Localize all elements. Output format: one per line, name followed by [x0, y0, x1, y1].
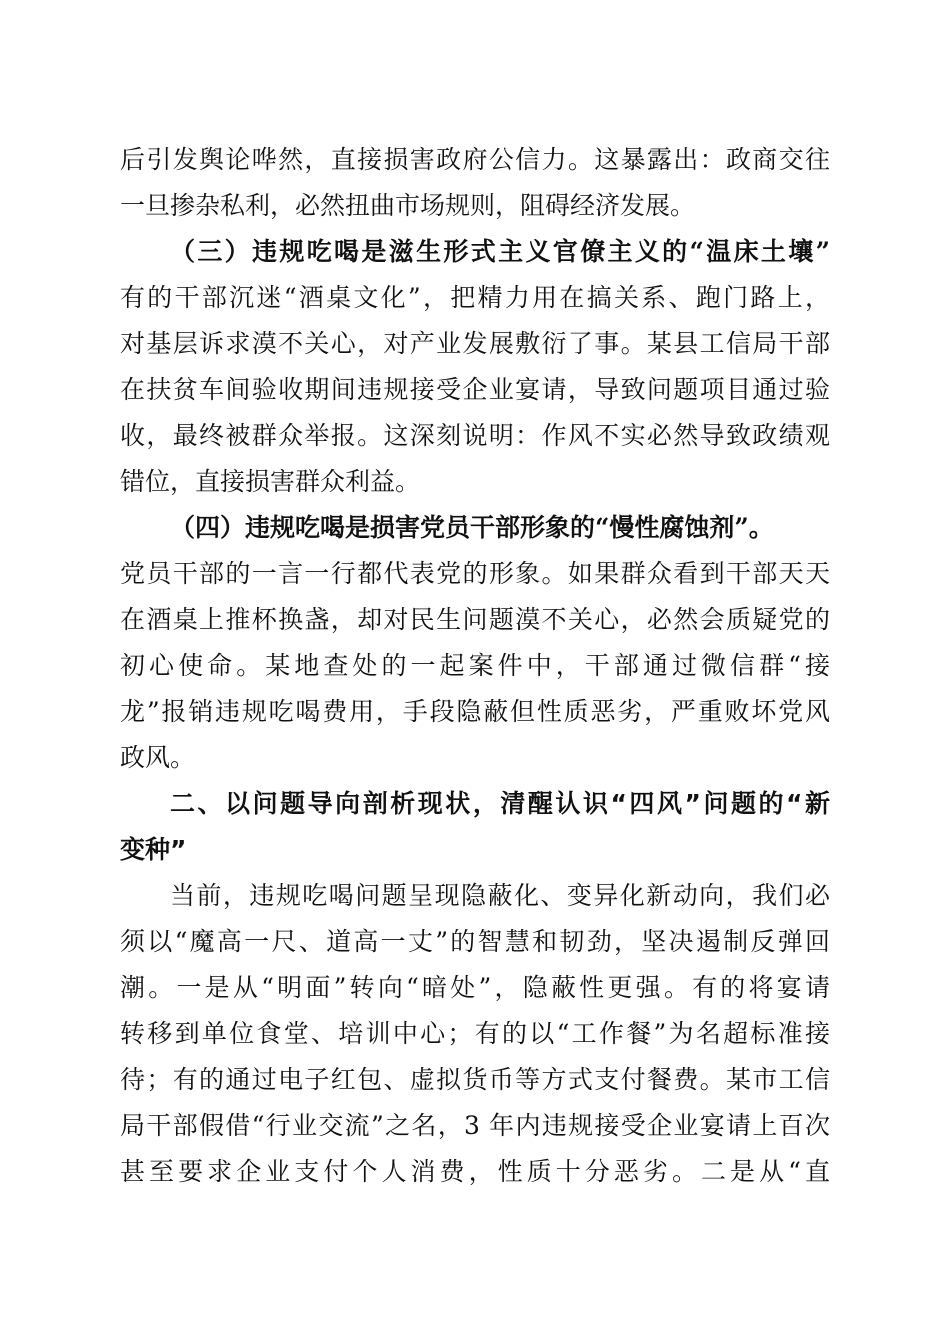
paragraph-line: 政风。	[120, 743, 196, 772]
paragraph-line: 收，最终被群众举报。这深刻说明：作风不实必然导致政绩观	[120, 421, 830, 450]
paragraph-line: 错位，直接损害群众利益。	[120, 467, 421, 496]
paragraph-line: 党员干部的一言一行都代表党的形象。如果群众看到干部天天	[120, 559, 830, 588]
section-heading-2: 二、以问题导向剖析现状，清醒认识“四风”问题的“新	[170, 789, 830, 818]
section-heading-2-continued: 变种”	[120, 835, 187, 864]
paragraph-line: 须以“魔高一尺、道高一丈”的智慧和韧劲，坚决遏制反弹回	[120, 927, 830, 956]
subsection-heading-4: （四）违规吃喝是损害党员干部形象的“慢性腐蚀剂”。	[170, 513, 774, 542]
document-body	[120, 137, 830, 1195]
paragraph-line: 有的干部沉迷“酒桌文化”，把精力用在搞关系、跑门路上，	[120, 283, 830, 312]
paragraph-line: 局干部假借“行业交流”之名，3 年内违规接受企业宴请上百次	[120, 1111, 830, 1140]
paragraph-line: 甚至要求企业支付个人消费，性质十分恶劣。二是从“直	[120, 1157, 830, 1186]
paragraph-line: 对基层诉求漠不关心，对产业发展敷衍了事。某县工信局干部	[120, 329, 830, 358]
paragraph-line: 待；有的通过电子红包、虚拟货币等方式支付餐费。某市工信	[120, 1065, 830, 1094]
paragraph-line: 一旦掺杂私利，必然扭曲市场规则，阻碍经济发展。	[120, 191, 696, 220]
paragraph-line: 当前，违规吃喝问题呈现隐蔽化、变异化新动向，我们必	[170, 881, 830, 910]
subsection-heading-3: （三）违规吃喝是滋生形式主义官僚主义的“温床土壤”	[170, 237, 830, 266]
paragraph-line: 在扶贫车间验收期间违规接受企业宴请，导致问题项目通过验	[120, 375, 830, 404]
paragraph-line: 龙”报销违规吃喝费用，手段隐蔽但性质恶劣，严重败坏党风	[120, 697, 830, 726]
paragraph-line: 初心使命。某地查处的一起案件中，干部通过微信群“接	[120, 651, 830, 680]
paragraph-line: 后引发舆论哗然，直接损害政府公信力。这暴露出：政商交往	[120, 145, 830, 174]
paragraph-line: 潮。一是从“明面”转向“暗处”，隐蔽性更强。有的将宴请	[120, 973, 830, 1002]
paragraph-line: 在酒桌上推杯换盏，却对民生问题漠不关心，必然会质疑党的	[120, 605, 830, 634]
paragraph-line: 转移到单位食堂、培训中心；有的以“工作餐”为名超标准接	[120, 1019, 830, 1048]
